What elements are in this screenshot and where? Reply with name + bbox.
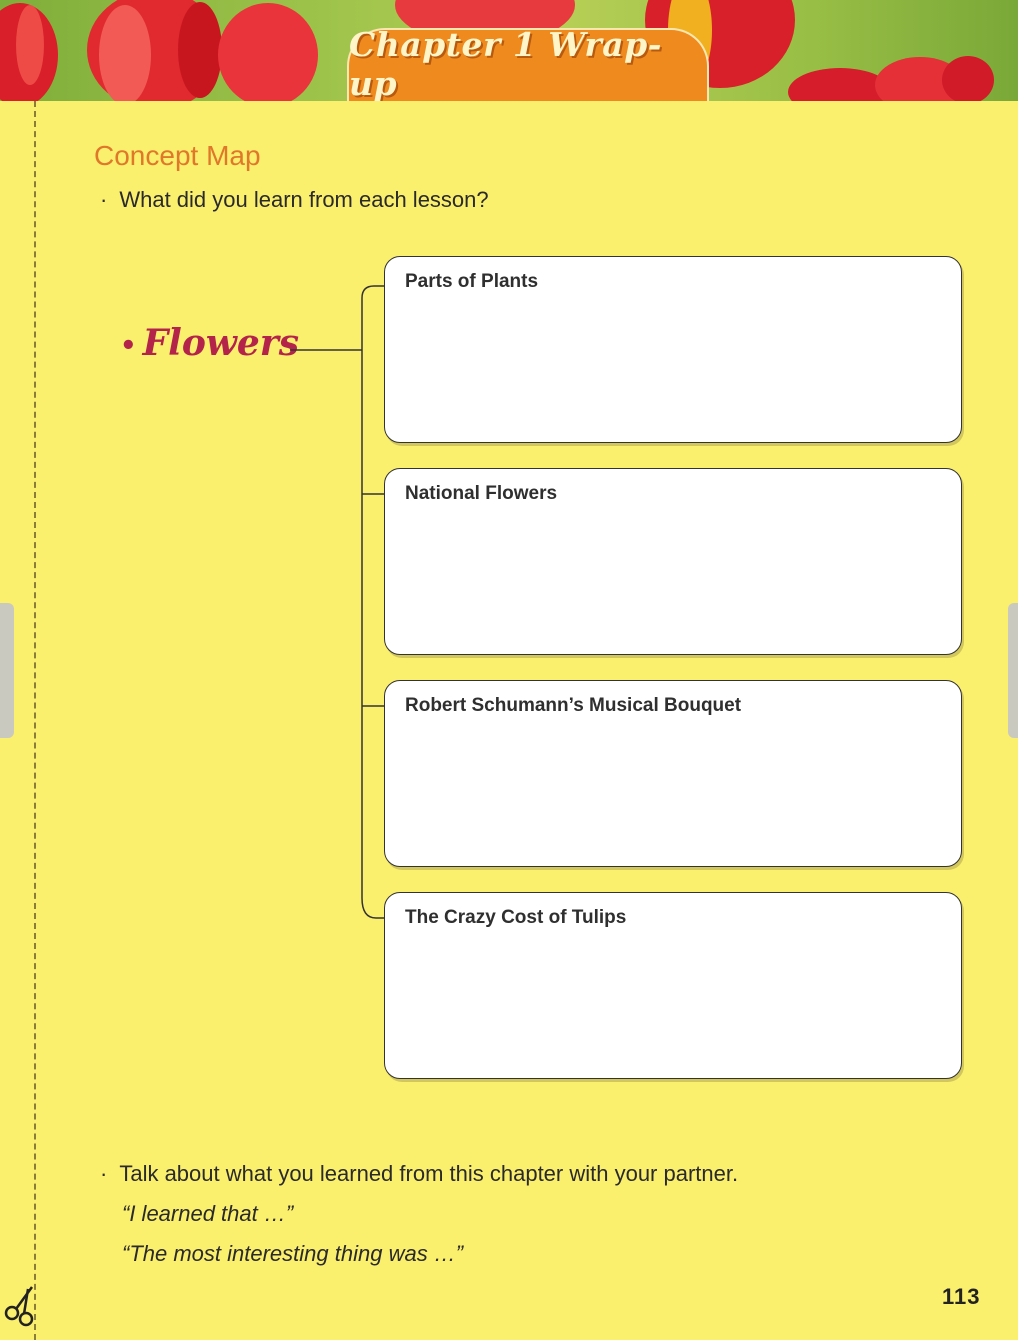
- discussion-prompt: · Talk about what you learned from this chapter with your partner.: [100, 1161, 739, 1186]
- sentence-starter: “The most interesting thing was …”: [122, 1241, 464, 1266]
- question-text: What did you learn from each lesson?: [119, 187, 489, 212]
- chapter-title: Chapter 1 Wrap-up: [349, 24, 662, 101]
- lesson-box-cost-of-tulips[interactable]: [384, 892, 962, 1079]
- lesson-box-national-flowers[interactable]: [384, 468, 962, 655]
- lesson-label: The Crazy Cost of Tulips: [405, 907, 627, 928]
- concept-map-topic: • Flowers: [120, 322, 299, 364]
- lesson-box-parts-of-plants[interactable]: [384, 256, 962, 443]
- sentence-starter: “I learned that …”: [122, 1201, 294, 1226]
- concept-map-question: · What did you learn from each lesson?: [100, 187, 489, 212]
- discussion-prompt-text: Talk about what you learned from this chapter with your partner.: [119, 1161, 739, 1186]
- branch-spine: [362, 286, 384, 918]
- page-number: 113: [942, 1284, 981, 1309]
- lesson-label: Parts of Plants: [405, 271, 539, 292]
- concept-map-title: Concept Map: [94, 140, 261, 171]
- lesson-label: Robert Schumann’s Musical Bouquet: [405, 695, 742, 716]
- topic-text: Flowers: [142, 322, 299, 364]
- lesson-label: National Flowers: [405, 483, 558, 504]
- lesson-box-musical-bouquet[interactable]: [384, 680, 962, 867]
